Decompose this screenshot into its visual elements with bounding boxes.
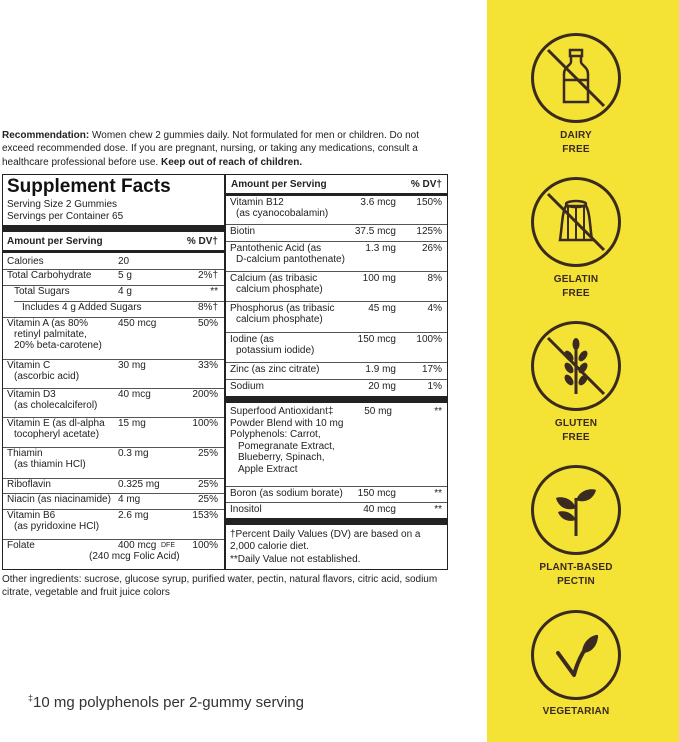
superfood-line: Superfood Antioxidant‡	[230, 406, 334, 417]
superfood-line: Powder Blend with 10 mg	[230, 417, 344, 429]
keep-out-warning: Keep out of reach of children.	[161, 156, 303, 168]
nutrient-dv: **	[210, 286, 218, 297]
nutrient-source: (as cholecalciferol)	[14, 400, 98, 411]
recommendation-body: Women chew 2 gummies daily. Not formulated for men or children. Do not exceed recommended dose. If you are pregnant, nursing, or taking any medications, consult a healthcare professional before use.	[2, 130, 420, 168]
superfood-amount: 50 mg	[364, 406, 392, 417]
nutrient-name: Folate	[7, 540, 35, 551]
recommendation-text	[2, 129, 442, 169]
nutrient-dv: 100%	[192, 418, 218, 429]
nutrient-amount: 20 mg	[368, 381, 396, 392]
nutrient-source: (ascorbic acid)	[14, 371, 80, 382]
row-divider	[226, 301, 447, 302]
nutrient-amount: 2.6 mg	[118, 510, 149, 521]
nutrient-source: calcium phosphate)	[236, 284, 323, 295]
servings-per-container: Servings per Container 65	[7, 211, 124, 222]
dv-footnote-line2: 2,000 calorie diet.	[230, 541, 309, 552]
nutrient-amount: 150 mcg	[357, 334, 396, 345]
nutrient-name: Thiamin	[7, 448, 43, 459]
nutrient-dv: 150%	[416, 197, 442, 208]
nutrient-name: Total Sugars	[14, 286, 70, 297]
nutrient-amount: 1.9 mg	[365, 364, 396, 375]
nutrient-dv: 8%	[427, 273, 442, 284]
nutrient-dv: 2%†	[197, 270, 218, 281]
nutrient-amount: 30 mg	[118, 360, 146, 371]
serving-size: Serving Size 2 Gummies	[7, 199, 118, 210]
nutrient-name: Phosphorus (as tribasic	[230, 303, 335, 314]
row-divider	[226, 241, 447, 242]
nutrient-name: Vitamin D3	[7, 389, 56, 400]
nutrient-dv: 25%	[197, 494, 218, 505]
nutrient-amount: 5 g	[118, 270, 132, 281]
header-amount-right: Amount per Serving	[231, 179, 327, 190]
gluten-free-label: GLUTEN FREE	[554, 418, 598, 443]
nutrient-amount: 3.6 mcg	[360, 197, 396, 208]
nutrient-name: Vitamin E (as dl-alpha	[7, 418, 105, 429]
nutrient-source: (as thiamin HCl)	[14, 459, 86, 470]
row-divider	[226, 271, 447, 272]
nutrient-name: Calcium (as tribasic	[230, 273, 318, 284]
nutrient-amount: 1.3 mg	[365, 243, 396, 254]
nutrient-amount: 45 mg	[368, 303, 396, 314]
nutrient-name: Niacin (as niacinamide)	[7, 494, 111, 505]
nutrient-dv: 25%	[197, 448, 218, 459]
row-divider	[226, 332, 447, 333]
superfood-line: Polyphenols: Carrot,	[230, 429, 321, 440]
recommendation-label: Recommendation:	[2, 130, 90, 141]
header-dv-right: % DV†	[410, 179, 442, 190]
nutrient-dv: 17%	[421, 364, 442, 375]
no-dv-footnote: **Daily Value not established.	[230, 554, 361, 565]
superfood-line: Pomegranate Extract,	[238, 440, 335, 452]
thick-rule-superfood	[226, 396, 447, 403]
dairy-free-label: DAIRY FREE	[560, 130, 592, 155]
nutrient-dv: 153%	[192, 510, 218, 521]
nutrient-amount: 15 mg	[118, 418, 146, 429]
nutrient-name: Sodium	[230, 381, 264, 392]
inositol-amount: 40 mcg	[363, 504, 396, 515]
nutrient-amount: 37.5 mcg	[354, 226, 396, 237]
nutrient-dv: 1%	[427, 381, 442, 392]
nutrient-name: Pantothenic Acid (as	[230, 243, 322, 254]
column-divider	[224, 174, 226, 570]
double-dagger-mark: ‡	[28, 693, 34, 703]
nutrient-source: (as pyridoxine HCl)	[14, 521, 100, 532]
nutrient-dv: 26%	[421, 243, 442, 254]
other-ingredients: Other ingredients: sucrose, glucose syrup, purified water, pectin, natural flavors, citric acid, sodium citrate, vegetable and fruit juice colors	[2, 574, 438, 598]
boron-name: Boron (as sodium borate)	[230, 488, 343, 499]
nutrient-amount: 20	[118, 256, 130, 267]
nutrient-name: Riboflavin	[7, 479, 51, 490]
thick-rule-footer	[226, 518, 447, 525]
nutrient-dv: 4%	[427, 303, 442, 314]
dv-footnote-line1: †Percent Daily Values (DV) are based on a	[230, 529, 421, 540]
nutrient-amount: 100 mg	[362, 273, 396, 284]
nutrient-name: Vitamin B6	[7, 510, 56, 521]
row-divider	[226, 224, 447, 225]
nutrient-source: D-calcium pantothenate)	[236, 254, 345, 265]
vegetarian-leaf-check-icon	[531, 610, 621, 700]
nutrient-dv: 200%	[192, 389, 218, 400]
nutrient-dv: 50%	[197, 318, 218, 329]
nutrient-name: Vitamin B12	[230, 197, 284, 208]
nutrient-amount: 450 mcg	[118, 318, 157, 329]
no-gelatin-mold-icon	[531, 177, 621, 267]
nutrient-name: Vitamin A (as 80%	[7, 318, 88, 329]
nutrient-amount: 400 mcg	[118, 540, 157, 551]
header-dv-left: % DV†	[186, 236, 218, 247]
nutrient-name: Includes 4 g Added Sugars	[22, 302, 142, 313]
nutrient-source: calcium phosphate)	[236, 314, 323, 325]
nutrient-source: tocopheryl acetate)	[14, 429, 100, 440]
header-amount-left: Amount per Serving	[7, 236, 103, 247]
nutrient-source: potassium iodide)	[236, 345, 315, 356]
nutrient-name: Total Carbohydrate	[7, 270, 92, 281]
divider-line	[226, 486, 447, 487]
supplement-facts-title: Supplement Facts	[7, 176, 171, 197]
nutrient-dv: 25%	[197, 479, 218, 490]
nutrient-amount: 40 mcg	[118, 389, 151, 400]
nutrient-dv: 33%	[197, 360, 218, 371]
superfood-line: Apple Extract	[238, 463, 298, 475]
boron-amount: 150 mcg	[357, 488, 396, 499]
thick-rule	[3, 225, 224, 232]
nutrient-dv: 125%	[416, 226, 442, 237]
nutrient-name: Vitamin C	[7, 360, 51, 371]
nutrient-source: 20% beta-carotene)	[14, 340, 102, 351]
nutrient-dv: 100%	[192, 540, 218, 551]
polyphenol-footnote	[28, 693, 304, 711]
no-dairy-bottle-icon	[531, 33, 621, 123]
no-wheat-icon	[531, 321, 621, 411]
nutrient-amount: 0.3 mg	[118, 448, 149, 459]
polyphenol-footnote-text: 10 mg polyphenols per 2-gummy serving	[33, 694, 304, 711]
row-divider	[226, 362, 447, 363]
nutrient-amount: 0.325 mg	[118, 479, 160, 490]
inositol-name: Inositol	[230, 504, 262, 515]
nutrient-name: Zinc (as zinc citrate)	[230, 364, 320, 375]
folic-acid-note: (240 mcg Folic Acid)	[89, 551, 180, 562]
nutrient-name: Iodine (as	[230, 334, 274, 345]
vegetarian-label: VEGETARIAN	[542, 706, 610, 717]
dfe-suffix: DFE	[161, 542, 175, 549]
divider-line	[226, 502, 447, 503]
nutrient-amount: 4 mg	[118, 494, 141, 505]
boron-dv: **	[434, 488, 442, 499]
nutrient-amount: 4 g	[118, 286, 132, 297]
superfood-line: Blueberry, Spinach,	[238, 452, 325, 463]
nutrient-dv: 8%†	[197, 302, 218, 313]
nutrient-name: Biotin	[230, 226, 256, 237]
thin-thick-rule	[3, 250, 224, 253]
inositol-dv: **	[434, 504, 442, 515]
nutrient-dv: 100%	[416, 334, 442, 345]
row-divider	[226, 379, 447, 380]
nutrient-source: (as cyanocobalamin)	[236, 208, 329, 219]
gelatin-free-label: GELATIN FREE	[553, 274, 599, 299]
nutrient-name: Calories	[7, 256, 44, 267]
nutrient-source: retinyl palmitate,	[14, 329, 87, 340]
plant-sprout-icon	[531, 465, 621, 555]
plant-based-pectin-label: PLANT-BASED PECTIN	[539, 562, 613, 587]
right-header-rule	[226, 193, 447, 196]
superfood-dv: **	[434, 406, 442, 417]
